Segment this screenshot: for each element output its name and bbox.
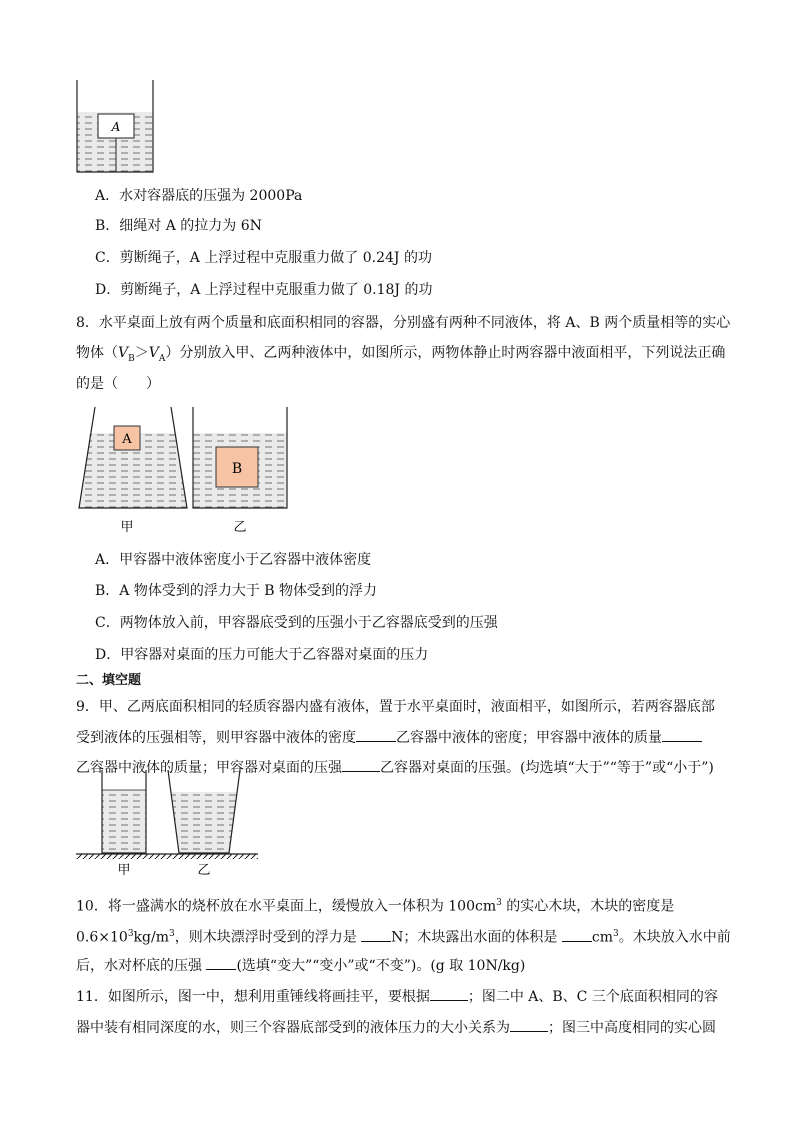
- q10-line2-part2: kg/m: [133, 929, 169, 946]
- q10-line1: [76, 893, 674, 917]
- q8-option-d: D．甲容器对桌面的压力可能大于乙容器对桌面的压力: [95, 647, 429, 663]
- q8-line2-post: ）分别放入甲、乙两种液体中，如图所示，两物体静止时两容器中液面相平，下列说法正确: [165, 345, 726, 361]
- q9-line3-part2: 乙容器对桌面的压强。(均选填“大于”“等于”或“小于”): [380, 760, 714, 776]
- q11-blank-1[interactable]: [430, 986, 468, 1001]
- q10-line2-sup3: 3: [613, 929, 619, 939]
- q8-label-yi: 乙: [233, 520, 247, 535]
- q9-line3: [76, 757, 714, 778]
- q10-line2-part6: 。木块放入水中前: [618, 929, 731, 946]
- q7-option-a: A．水对容器底的压强为 2000Pa: [95, 188, 303, 204]
- q10-line2-part1: 0.6×10: [76, 929, 128, 946]
- q10-line1-part1: 10．将一盛满水的烧杯放在水平桌面上，缓慢放入一体积为 100cm: [76, 898, 497, 915]
- q10-line3-part2: (选填“变大”“变小”或“不变”)。(g 取 10N/kg): [236, 958, 526, 974]
- q7-option-d: D．剪断绳子，A 上浮过程中克服重力做了 0.18J 的功: [95, 282, 433, 298]
- q10-line1-sup: 3: [496, 898, 502, 908]
- q8-label-jia: 甲: [120, 520, 134, 535]
- q10-line2-sup2: 3: [168, 929, 175, 939]
- q10-blank-1[interactable]: [361, 927, 391, 942]
- q7-block-label: A: [111, 120, 121, 134]
- q7-figure: [77, 80, 153, 172]
- q8-line2-pre: 物体（: [76, 345, 118, 361]
- q11-line1-part2: ；图二中 A、B、C 三个底面积相同的容: [467, 989, 718, 1005]
- table-hatch: [76, 854, 258, 859]
- q9-line2: [76, 727, 702, 748]
- q8-block-b-label: B: [231, 461, 243, 477]
- q10-line2: [76, 924, 731, 948]
- q8-block-a-label: A: [122, 432, 132, 447]
- q8-stem-line1: 8．水平桌面上放有两个质量和底面积相同的容器，分别盛有两种不同液体，将 A、B 两个质量相等的实心: [76, 315, 731, 331]
- q9-label-yi: 乙: [197, 863, 211, 878]
- q8-stem-line2: [76, 343, 725, 369]
- q10-blank-3[interactable]: [206, 955, 236, 970]
- q8-option-a: A．甲容器中液体密度小于乙容器中液体密度: [95, 552, 372, 568]
- q9-blank-1[interactable]: [356, 727, 396, 742]
- section-title: 二、填空题: [76, 673, 142, 688]
- q9-line2-part2: 乙容器中液体的密度；甲容器中液体的质量: [396, 730, 662, 746]
- q8-vb: V: [118, 345, 129, 361]
- q11-line2-part1: 器中装有相同深度的水，则三个容器底部受到的液体压力的大小关系为: [76, 1020, 510, 1036]
- q11-line1-part1: 11．如图所示，图一中，想利用重锤线将画挂平，要根据: [76, 989, 430, 1005]
- q7-option-c: C．剪断绳子，A 上浮过程中克服重力做了 0.24J 的功: [95, 250, 432, 266]
- q11-line2: [76, 1017, 716, 1038]
- q9-line3-part1: 乙容器中液体的质量；甲容器对桌面的压强: [76, 760, 342, 776]
- q8-va: V: [148, 345, 159, 361]
- q9-liquid-left: [102, 790, 146, 853]
- q10-blank-2[interactable]: [562, 927, 592, 942]
- q9-liquid-right: [171, 792, 237, 853]
- q8-figure: [79, 407, 287, 535]
- q10-line2-part4: N；木块露出水面的体积是: [391, 929, 562, 946]
- q9-label-jia: 甲: [117, 863, 131, 878]
- q8-option-b: B．A 物体受到的浮力大于 B 物体受到的浮力: [95, 583, 378, 599]
- q9-figure: [76, 770, 258, 878]
- q9-blank-3[interactable]: [342, 757, 380, 772]
- q10-line2-part3: ，则木块漂浮时受到的浮力是: [174, 929, 362, 946]
- q8-stem-line3: 的是（ ）: [76, 376, 160, 392]
- q8-gt: ＞: [134, 345, 149, 361]
- q11-blank-2[interactable]: [510, 1017, 548, 1032]
- q8-va-sub: A: [158, 353, 166, 364]
- q7-option-b: B．细绳对 A 的拉力为 6N: [95, 218, 262, 234]
- q9-blank-2[interactable]: [662, 727, 702, 742]
- q11-line2-part2: ；图三中高度相同的实心圆: [548, 1020, 716, 1036]
- q9-line1: 9．甲、乙两底面积相同的轻质容器内盛有液体，置于水平桌面时，液面相平，如图所示，若两容器底部: [76, 699, 715, 715]
- q8-option-c: C．两物体放入前，甲容器底受到的压强小于乙容器底受到的压强: [95, 615, 498, 631]
- q10-line1-part2: 的实心木块，木块的密度是: [501, 898, 675, 915]
- q10-line3: [76, 955, 525, 976]
- q10-line3-part1: 后，水对杯底的压强: [76, 958, 207, 974]
- q10-line2-part5: cm: [591, 929, 613, 946]
- q9-line2-part1: 受到液体的压强相等，则甲容器中液体的密度: [76, 730, 356, 746]
- q10-line2-sup1: 3: [127, 929, 134, 939]
- q8-vb-sub: B: [128, 353, 135, 364]
- q11-line1: [76, 986, 718, 1007]
